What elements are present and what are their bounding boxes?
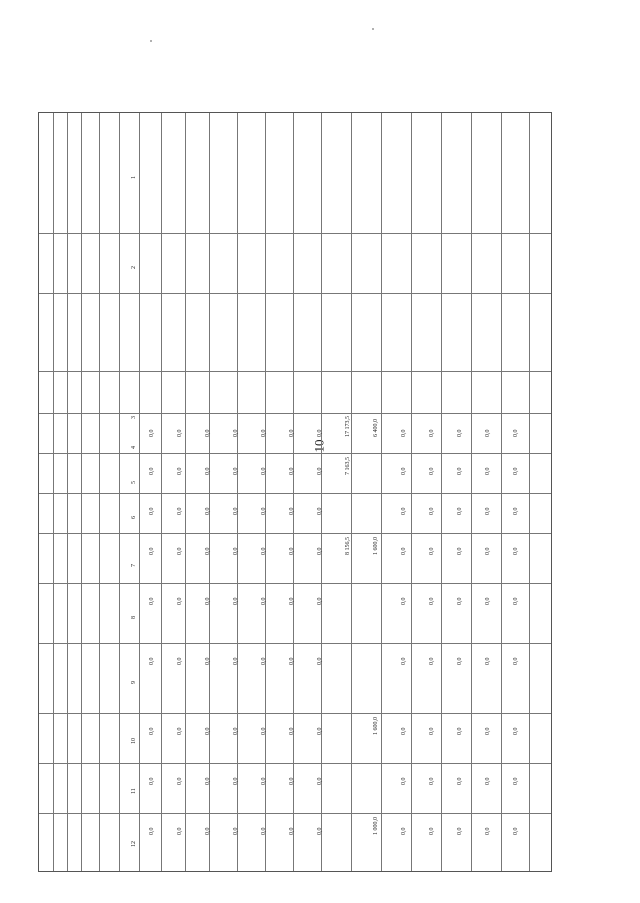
row-divider — [471, 113, 472, 871]
row-divider — [53, 113, 54, 871]
table-cell-value: 0,0 — [457, 597, 463, 605]
table-cell-value: 0,0 — [457, 467, 463, 475]
column-number: 3 — [131, 416, 137, 419]
table-cell-value: 1 000,0 — [373, 817, 379, 835]
table-cell-value: 0,0 — [149, 597, 155, 605]
column-divider — [39, 493, 551, 494]
table-cell-value: 0,0 — [205, 429, 211, 437]
column-number: 10 — [131, 738, 137, 744]
table-cell-value: 0,0 — [401, 467, 407, 475]
table-cell-value: 0,0 — [177, 467, 183, 475]
column-number: 7 — [131, 564, 137, 567]
table-cell-value: 0,0 — [317, 727, 323, 735]
table-cell-value: 0,0 — [177, 727, 183, 735]
table-cell-value: 0,0 — [513, 777, 519, 785]
table-cell-value: 0,0 — [457, 429, 463, 437]
table-cell-value: 0,0 — [289, 467, 295, 475]
table-cell-value: 0,0 — [429, 429, 435, 437]
table-cell-value: 0,0 — [401, 657, 407, 665]
table-cell-value: 0,0 — [205, 507, 211, 515]
row-divider — [139, 113, 140, 871]
table-cell-value: 0,0 — [205, 467, 211, 475]
budget-table — [38, 112, 552, 872]
row-divider — [529, 113, 530, 871]
table-cell-value: 0,0 — [429, 777, 435, 785]
table-cell-value: 0,0 — [401, 429, 407, 437]
column-number: 4 — [131, 446, 137, 449]
table-cell-value: 0,0 — [429, 657, 435, 665]
page-number: 10 — [311, 439, 327, 453]
row-divider — [67, 113, 68, 871]
table-cell-value: 0,0 — [429, 597, 435, 605]
table-cell-value: 17 173,5 — [345, 416, 351, 437]
table-cell-value: 0,0 — [261, 507, 267, 515]
scan-artifact — [372, 28, 374, 30]
table-cell-value: 0,0 — [261, 727, 267, 735]
table-cell-value: 0,0 — [261, 547, 267, 555]
table-cell-value: 0,0 — [457, 827, 463, 835]
column-number: 2 — [131, 266, 137, 269]
row-divider — [321, 113, 322, 871]
table-cell-value: 0,0 — [401, 547, 407, 555]
table-cell-value: 0,0 — [429, 827, 435, 835]
table-cell-value: 0,0 — [513, 507, 519, 515]
table-cell-value: 0,0 — [485, 827, 491, 835]
table-cell-value: 0,0 — [429, 547, 435, 555]
table-cell-value: 0,0 — [261, 467, 267, 475]
column-number: 9 — [131, 681, 137, 684]
table-cell-value: 0,0 — [457, 507, 463, 515]
table-cell-value: 6 400,0 — [373, 419, 379, 437]
table-cell-value: 0,0 — [177, 429, 183, 437]
table-cell-value: 0,0 — [205, 777, 211, 785]
table-cell-value: 0,0 — [513, 727, 519, 735]
column-divider — [39, 763, 551, 764]
table-cell-value: 0,0 — [149, 777, 155, 785]
table-cell-value: 0,0 — [401, 777, 407, 785]
table-cell-value: 0,0 — [513, 657, 519, 665]
table-cell-value: 8 156,5 — [345, 537, 351, 555]
table-cell-value: 0,0 — [457, 777, 463, 785]
table-cell-value: 0,0 — [429, 467, 435, 475]
table-cell-value: 0,0 — [149, 507, 155, 515]
row-divider — [99, 113, 100, 871]
table-cell-value: 0,0 — [485, 467, 491, 475]
table-cell-value: 0,0 — [205, 727, 211, 735]
table-cell-value: 0,0 — [317, 429, 323, 437]
row-divider — [411, 113, 412, 871]
row-divider — [209, 113, 210, 871]
row-divider — [237, 113, 238, 871]
row-divider — [265, 113, 266, 871]
table-cell-value: 0,0 — [205, 827, 211, 835]
column-divider — [39, 713, 551, 714]
table-cell-value: 0,0 — [485, 777, 491, 785]
table-cell-value: 0,0 — [485, 547, 491, 555]
table-cell-value: 0,0 — [429, 507, 435, 515]
table-cell-value: 0,0 — [177, 777, 183, 785]
table-cell-value: 0,0 — [401, 727, 407, 735]
table-cell-value: 0,0 — [401, 597, 407, 605]
table-cell-value: 0,0 — [233, 827, 239, 835]
table-cell-value: 0,0 — [149, 429, 155, 437]
table-cell-value: 7 163,5 — [345, 457, 351, 475]
row-divider — [293, 113, 294, 871]
row-divider — [161, 113, 162, 871]
table-cell-value: 0,0 — [289, 507, 295, 515]
table-cell-value: 0,0 — [429, 727, 435, 735]
column-divider — [39, 413, 551, 414]
table-cell-value: 0,0 — [289, 827, 295, 835]
row-divider — [119, 113, 120, 871]
table-cell-value: 0,0 — [457, 657, 463, 665]
row-divider — [351, 113, 352, 871]
column-number: 6 — [131, 516, 137, 519]
row-divider — [185, 113, 186, 871]
table-cell-value: 0,0 — [177, 507, 183, 515]
table-cell-value: 0,0 — [205, 597, 211, 605]
table-cell-value: 0,0 — [261, 827, 267, 835]
table-cell-value: 0,0 — [317, 547, 323, 555]
table-cell-value: 0,0 — [485, 507, 491, 515]
table-cell-value: 0,0 — [513, 467, 519, 475]
table-cell-value: 0,0 — [233, 467, 239, 475]
table-cell-value: 0,0 — [513, 597, 519, 605]
row-divider — [381, 113, 382, 871]
table-cell-value: 0,0 — [177, 547, 183, 555]
column-divider — [39, 583, 551, 584]
table-cell-value: 0,0 — [149, 547, 155, 555]
table-cell-value: 0,0 — [513, 827, 519, 835]
table-cell-value: 0,0 — [233, 727, 239, 735]
table-cell-value: 0,0 — [149, 827, 155, 835]
table-cell-value: 0,0 — [205, 547, 211, 555]
column-divider — [39, 371, 551, 372]
table-cell-value: 0,0 — [233, 657, 239, 665]
table-cell-value: 0,0 — [177, 597, 183, 605]
table-cell-value: 0,0 — [513, 547, 519, 555]
table-cell-value: 1 600,0 — [373, 537, 379, 555]
table-cell-value: 0,0 — [485, 657, 491, 665]
table-cell-value: 0,0 — [289, 547, 295, 555]
table-cell-value: 0,0 — [289, 727, 295, 735]
table-cell-value: 0,0 — [457, 727, 463, 735]
table-cell-value: 0,0 — [261, 777, 267, 785]
table-cell-value: 0,0 — [457, 547, 463, 555]
table-cell-value: 0,0 — [233, 507, 239, 515]
table-cell-value: 0,0 — [261, 429, 267, 437]
table-cell-value: 0,0 — [317, 467, 323, 475]
column-number: 12 — [131, 841, 137, 847]
table-cell-value: 0,0 — [317, 657, 323, 665]
column-number: 8 — [131, 616, 137, 619]
table-cell-value: 0,0 — [177, 827, 183, 835]
table-cell-value: 0,0 — [317, 507, 323, 515]
table-cell-value: 0,0 — [317, 777, 323, 785]
table-cell-value: 0,0 — [233, 429, 239, 437]
row-divider — [441, 113, 442, 871]
table-cell-value: 1 600,0 — [373, 717, 379, 735]
table-cell-value: 0,0 — [233, 547, 239, 555]
table-cell-value: 0,0 — [513, 429, 519, 437]
table-cell-value: 0,0 — [261, 657, 267, 665]
table-cell-value: 0,0 — [233, 777, 239, 785]
column-number: 5 — [131, 481, 137, 484]
table-cell-value: 0,0 — [149, 657, 155, 665]
table-cell-value: 0,0 — [485, 429, 491, 437]
table-cell-value: 0,0 — [177, 657, 183, 665]
row-divider — [81, 113, 82, 871]
column-divider — [39, 293, 551, 294]
row-divider — [501, 113, 502, 871]
column-divider — [39, 533, 551, 534]
table-cell-value: 0,0 — [149, 727, 155, 735]
table-cell-value: 0,0 — [289, 657, 295, 665]
column-divider — [39, 813, 551, 814]
table-cell-value: 0,0 — [289, 429, 295, 437]
table-cell-value: 0,0 — [289, 597, 295, 605]
column-divider — [39, 643, 551, 644]
column-divider — [39, 233, 551, 234]
table-cell-value: 0,0 — [485, 727, 491, 735]
column-number: 11 — [131, 788, 137, 794]
table-cell-value: 0,0 — [317, 597, 323, 605]
scan-artifact — [150, 40, 152, 42]
column-divider — [39, 453, 551, 454]
table-cell-value: 0,0 — [401, 827, 407, 835]
table-cell-value: 0,0 — [149, 467, 155, 475]
table-cell-value: 0,0 — [205, 657, 211, 665]
table-cell-value: 0,0 — [401, 507, 407, 515]
table-cell-value: 0,0 — [233, 597, 239, 605]
table-cell-value: 0,0 — [261, 597, 267, 605]
table-cell-value: 0,0 — [317, 827, 323, 835]
table-cell-value: 0,0 — [485, 597, 491, 605]
column-number: 1 — [131, 176, 137, 179]
table-cell-value: 0,0 — [289, 777, 295, 785]
